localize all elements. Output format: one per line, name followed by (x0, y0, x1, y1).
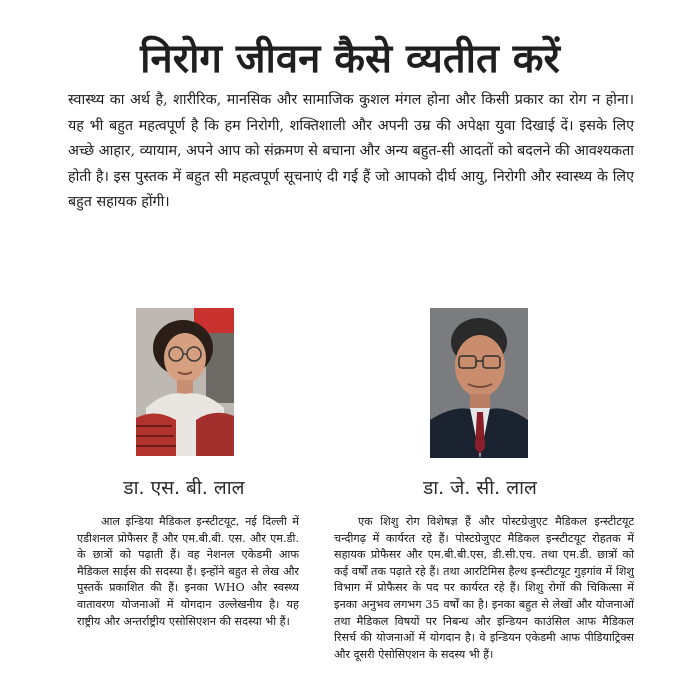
author-name-right: डा. जे. सी. लाल (423, 477, 537, 499)
author-bio-right: एक शिशु रोग विशेषज्ञ हैं और पोस्टग्रेजुएट मैडिकल इन्स्टीटयूट चन्दीगढ़ में कार्यरत रहे हैं। पोस्टग्रेजुएट मैडिकल इन्स्टीटयूट रोहतक में सहायक प्रोफैसर और एम.बी.बी.एस, डी.सी.एच. तथा एम.डी. छात्रों को कई वर्षों तक पढ़ाते रहे हैं। तथा आरटिमिस हैल्थ इन्स्टीटयूट गुड़गांव में शिशु विभाग में प्रोफैसर के पद पर कार्यरत रहे हैं। शिशु रोगों की चिकित्सा में इनका अनुभव लगभग 35 वर्षों का है। इनका बहुत से लेखों और योजनाओं तथा मैडिकल विषयों पर निबन्ध और इन्डियन काउंसिल आफ मैडिकल रिसर्च की योजनाओं में योगदान है। वे इन्डियन एकेडमी आफ पीडियाट्रिक्स और दूसरी ऐसोसिएशन के सदस्य भी हैं। (334, 515, 634, 661)
page-title: निरोग जीवन कैसे व्यतीत करें (140, 35, 560, 82)
author-bio-left: आल इन्डिया मैडिकल इन्स्टीटयूट, नई दिल्ली में एडीशनल प्रोफैसर हैं और एम.बी.बी. एस. और एम.डी. के छात्रों को पढ़ाती हैं। वह नेशनल एकेडमी आफ मैडिकल साईस की सदस्या हैं। इन्होंने बहुत से लेख और पुस्तकें प्रकाशित की हैं। इनका WHO और स्वस्थ्य वातावरण योजनाओं में योगदान उल्लेखनीय है। यह राष्ट्रीय और अन्तर्राष्ट्रीय एसोसिएशन की सदस्या भी हैं। (77, 515, 299, 628)
woman-portrait-icon (136, 308, 234, 456)
man-portrait-icon (430, 308, 528, 458)
author-name-left: डा. एस. बी. लाल (123, 477, 245, 499)
intro-paragraph: स्वास्थ्य का अर्थ है, शारीरिक, मानसिक और सामाजिक कुशल मंगल होना और किसी प्रकार का रोग न होना। यह भी बहुत महत्वपूर्ण है कि हम निरोगी, शक्तिशाली और अपनी उम्र की अपेक्षा युवा दिखाई दें। इसके लिए अच्छे आहार, व्यायाम, अपने आप को संक्रमण से बचाना और अन्य बहुत-सी आदतों को बदलने की आवश्यकता होती है। इस पुस्तक में बहुत सी महत्वपूर्ण सूचनाएं दी गई हैं जो आपको दीर्घ आयु, निरोगी और स्वास्थ्य के लिए बहुत सहायक होंगी। (68, 92, 634, 210)
author-photo-left (136, 308, 234, 456)
author-photo-right (430, 308, 528, 458)
